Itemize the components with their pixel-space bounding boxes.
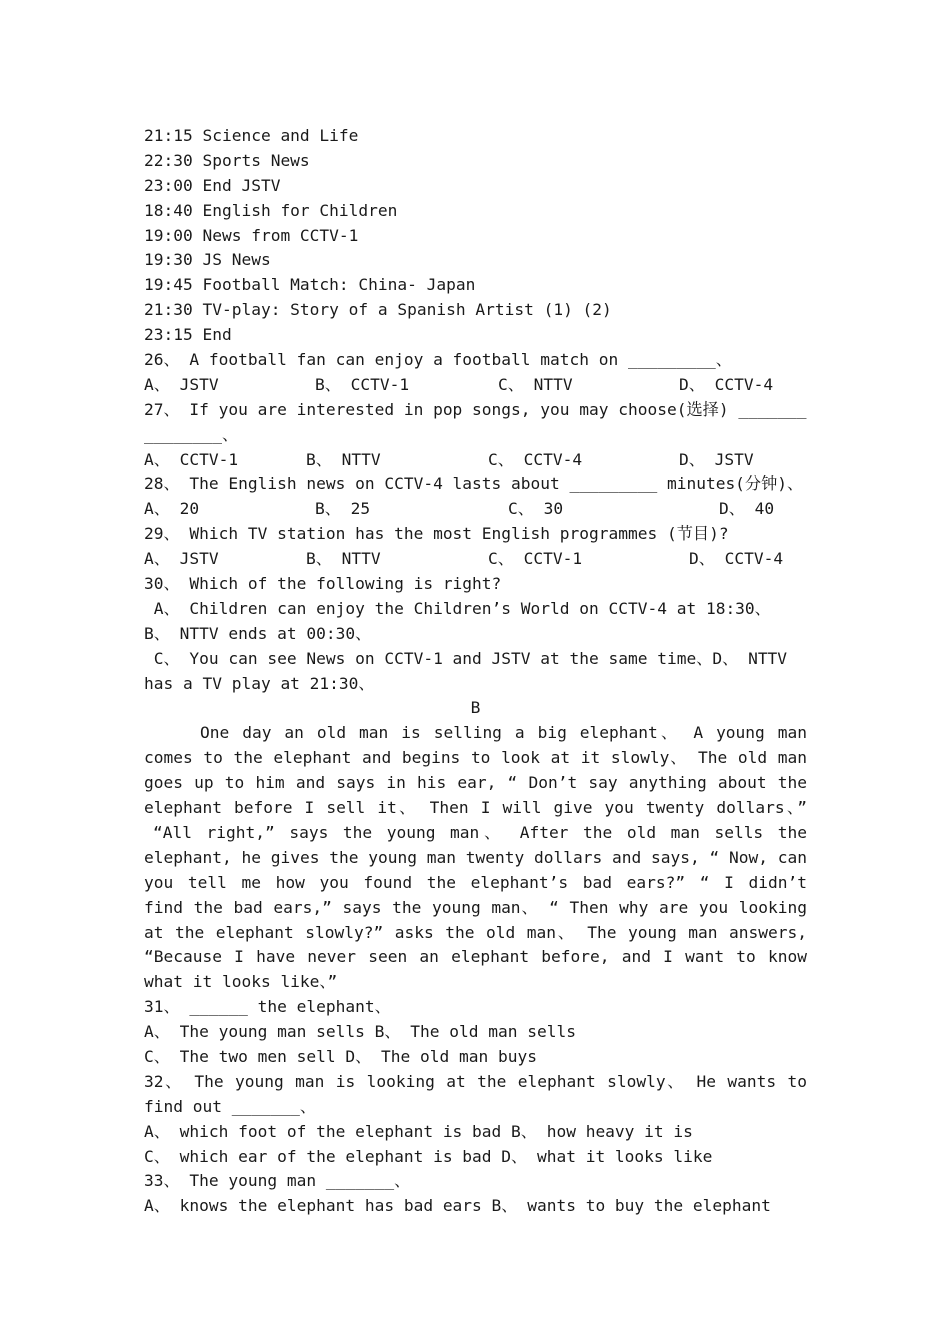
option-a: A、 CCTV-1 (144, 449, 239, 469)
schedule-line: 23:00 End JSTV (144, 175, 281, 195)
option-row (144, 497, 807, 522)
option-d: D、 40 (719, 499, 775, 519)
tv-schedule (144, 124, 807, 348)
reading-passage (144, 721, 807, 995)
option-c: C、 30 (508, 499, 564, 519)
option-d: D、 CCTV-4 (679, 374, 774, 394)
question-33 (144, 1169, 807, 1219)
option-line: C、 which ear of the elephant is bad D、 what it looks like (144, 1146, 713, 1166)
passage-line: elephant before I sell it、 Then I will give you twenty dollars、” (144, 798, 807, 818)
schedule-line: 19:30 JS News (144, 250, 271, 270)
question-stem: 29、 Which TV station has the most English programmes (节目)? (144, 524, 729, 544)
schedule-line: 23:15 End (144, 325, 232, 345)
option-c: C、 CCTV-4 (488, 449, 583, 469)
option-line: B、 NTTV ends at 00:30、 (144, 623, 372, 643)
passage-line: at the elephant slowly?” asks the old man、 The young man answers, (144, 922, 807, 942)
option-b: B、 CCTV-1 (315, 374, 410, 394)
question-32 (144, 1070, 807, 1170)
option-a: A、 JSTV (144, 374, 219, 394)
schedule-line: 22:30 Sports News (144, 150, 310, 170)
question-27 (144, 398, 807, 473)
passage-line: One day an old man is selling a big elephant、 A young man (200, 723, 807, 743)
question-stem: 28、 The English news on CCTV-4 lasts about _________ minutes(分钟)、 (144, 474, 804, 494)
question-stem: 31、 ______ the elephant、 (144, 997, 391, 1017)
question-stem: 32、 The young man is looking at the elephant slowly、 He wants to (144, 1071, 807, 1091)
passage-line: find the bad ears,” says the young man、 “ Then why are you looking (144, 897, 807, 917)
question-31 (144, 995, 807, 1070)
option-line: C、 The two men sell D、 The old man buys (144, 1046, 537, 1066)
question-28 (144, 472, 807, 522)
option-line: has a TV play at 21:30、 (144, 673, 375, 693)
schedule-line: 19:45 Football Match: China- Japan (144, 275, 476, 295)
section-b (144, 696, 807, 995)
passage-line: what it looks like、” (144, 972, 338, 992)
option-d: D、 CCTV-4 (689, 549, 784, 569)
schedule-line: 21:30 TV-play: Story of a Spanish Artist (1) (2) (144, 300, 612, 320)
section-heading: B (470, 698, 481, 718)
option-row (144, 547, 807, 572)
option-b: B、 NTTV (306, 549, 381, 569)
option-line: C、 You can see News on CCTV-1 and JSTV at the same time、D、 NTTV (144, 648, 788, 668)
passage-line: comes to the elephant and begins to look at it slowly、 The old man (144, 748, 807, 768)
option-row (144, 373, 807, 398)
passage-line: goes up to him and says in his ear, “ Don’t say anything about the (144, 773, 807, 793)
question-stem: 30、 Which of the following is right? (144, 574, 502, 594)
option-row (144, 448, 807, 473)
question-stem: 27、 If you are interested in pop songs, you may choose(选择) _______ (144, 399, 807, 419)
option-c: C、 CCTV-1 (488, 549, 583, 569)
passage-line: “Because I have never seen an elephant before, and I want to know (144, 947, 807, 967)
question-26 (144, 348, 807, 398)
question-stem: 33、 The young man _______、 (144, 1171, 411, 1191)
option-line: A、 which foot of the elephant is bad B、 how heavy it is (144, 1121, 693, 1141)
document-content (144, 124, 807, 1219)
option-b: B、 25 (315, 499, 371, 519)
question-30 (144, 572, 807, 696)
option-a: A、 JSTV (144, 549, 219, 569)
option-b: B、 NTTV (306, 449, 381, 469)
option-d: D、 JSTV (679, 449, 754, 469)
option-c: C、 NTTV (498, 374, 573, 394)
option-line: A、 The young man sells B、 The old man sells (144, 1022, 576, 1042)
question-stem-continued: find out _______、 (144, 1096, 317, 1116)
passage-line: you tell me how you found the elephant’s bad ears?” “ I didn’t (144, 872, 807, 892)
passage-line: “All right,” says the young man、 After the old man sells the (153, 822, 807, 842)
schedule-line: 21:15 Science and Life (144, 126, 359, 145)
passage-line: elephant, he gives the young man twenty dollars and says, “ Now, can (144, 847, 807, 867)
question-stem-continued: ________、 (144, 424, 239, 444)
option-line: A、 Children can enjoy the Children’s World on CCTV-4 at 18:30、 (144, 598, 771, 618)
question-stem: 26、 A football fan can enjoy a football match on _________、 (144, 350, 732, 370)
schedule-line: 18:40 English for Children (144, 200, 398, 220)
question-29 (144, 522, 807, 572)
schedule-line: 19:00 News from CCTV-1 (144, 225, 359, 245)
option-line: A、 knows the elephant has bad ears B、 wants to buy the elephant (144, 1196, 771, 1216)
option-a: A、 20 (144, 499, 200, 519)
